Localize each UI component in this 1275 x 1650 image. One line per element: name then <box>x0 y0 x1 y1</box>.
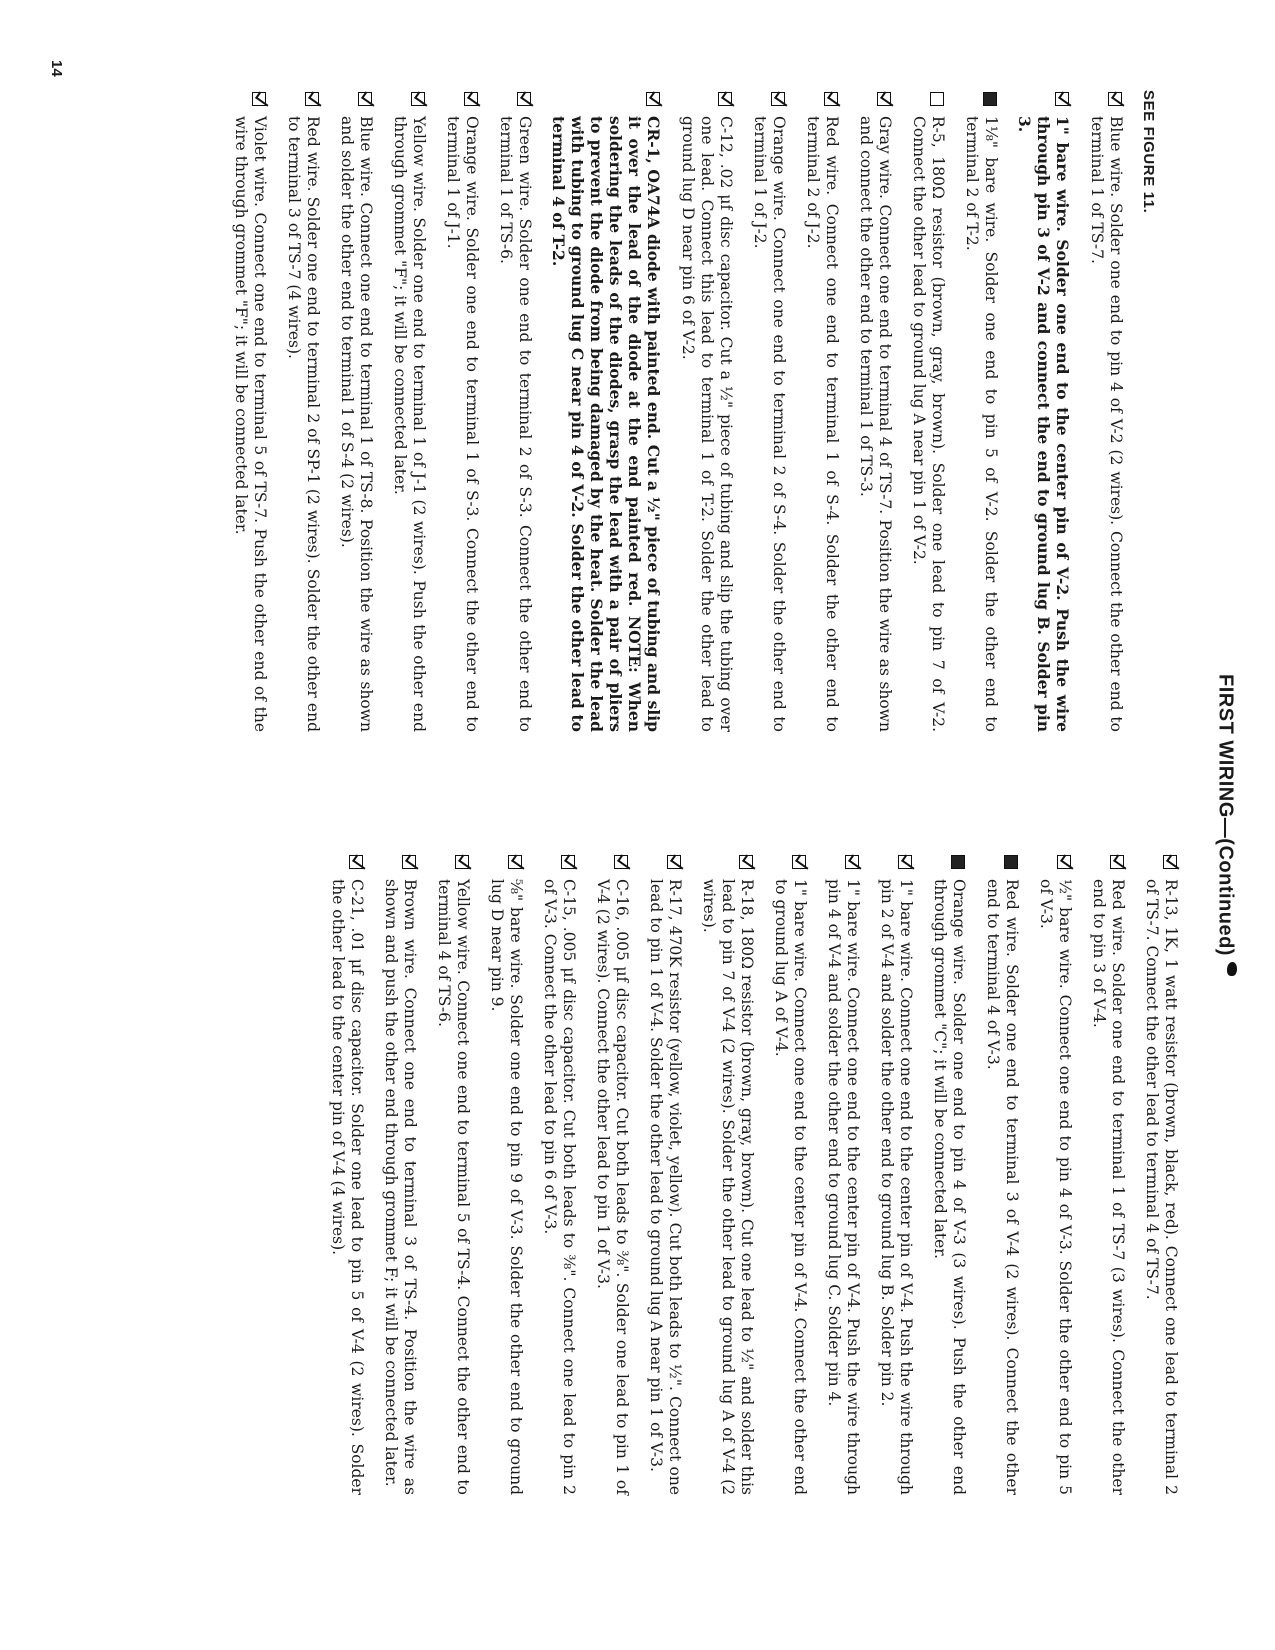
instruction-step <box>699 855 756 1495</box>
instruction-step <box>496 92 534 732</box>
step-checkbox[interactable] <box>1110 855 1124 869</box>
instruction-step <box>803 92 841 732</box>
step-text: Red wire. Solder one end to terminal 1 of TS-7 (3 wires). Connect the other end to pin 3 of V-4. <box>1090 879 1127 1495</box>
instruction-step <box>284 92 322 732</box>
step-checkbox[interactable] <box>455 855 469 869</box>
instruction-step <box>231 92 269 732</box>
instruction-step <box>771 855 809 1495</box>
step-checkbox[interactable] <box>877 92 891 106</box>
instruction-step <box>750 92 788 732</box>
step-text: R-18, 180Ω resistor (brown, gray, brown). Cut one lead to ½" and solder this lead to pin 7 of V-4 (2 wires). Solder the other lead to ground lug A of V-4 (2 wires). <box>700 879 756 1495</box>
step-text: Blue wire. Solder one end to pin 4 of V-2 (2 wires). Connect the other end to terminal 1 of TS-7. <box>1088 116 1125 732</box>
step-text: 1" bare wire. Connect one end to the center pin of V-4. Connect the other end to ground lug A of V-4. <box>772 879 809 1495</box>
step-checkbox[interactable] <box>845 855 859 869</box>
step-text: Orange wire. Solder one end to pin 4 of V-3 (3 wires). Push the other end through grommet "C"; it will be connected later. <box>931 879 968 1495</box>
step-text: Yellow wire. Connect one end to terminal 5 of TS-4. Connect the other end to terminal 4 of TS-6. <box>435 879 472 1495</box>
instruction-step <box>983 855 1021 1495</box>
step-checkbox[interactable] <box>464 92 478 106</box>
ink-blot-icon <box>1227 962 1237 976</box>
step-checkbox[interactable] <box>252 92 266 106</box>
step-text: Blue wire. Connect one end to terminal 1 of TS-8. Position the wire as shown and solder the other end to terminal 1 of S-4 (2 wires). <box>338 116 375 732</box>
step-text: CR-1, OA74A diode with painted end. Cut a ½" piece of tubing and slip it over the lead of the diode at the end painted red. NOTE: When soldering the leads of the diodes, grasp the lead with a pair of pliers to prevent the diode from being damaged by the heat. Solder the lead with tubing to ground lug C near pin 4 of V-2. Solder the other lead to terminal 4 of T-2. <box>549 116 663 732</box>
instruction-step <box>540 855 578 1495</box>
instruction-step <box>1142 855 1180 1495</box>
instruction-step <box>390 92 428 732</box>
step-text: C-16, .005 μf disc capacitor. Cut both leads to ⅜". Solder one lead to pin 1 of V-4 (2 wires). Connect the other lead to pin 1 of V-3. <box>594 879 631 1495</box>
step-checkbox[interactable] <box>667 855 681 869</box>
step-checkbox[interactable] <box>930 92 944 106</box>
step-text: Orange wire. Connect one end to terminal 2 of S-4. Solder the other end to terminal 1 of J-2. <box>751 116 788 732</box>
step-text: Green wire. Solder one end to terminal 2 of S-3. Connect the other end to terminal 1 of TS-6. <box>497 116 534 732</box>
instruction-step <box>1015 92 1072 732</box>
step-text: R-17, 470K resistor (yellow, violet, yellow). Cut both leads to ½". Connect one lead to pin 1 of V-4. Solder the other lead to ground lug A near pin 1 of V-3. <box>647 879 684 1495</box>
step-checkbox[interactable] <box>1004 855 1018 869</box>
step-checkbox[interactable] <box>898 855 912 869</box>
instruction-step <box>328 855 366 1495</box>
step-checkbox[interactable] <box>358 92 372 106</box>
step-text: C-12, .02 μf disc capacitor. Cut a ½" piece of tubing and slip the tubing over one lead. Connect this lead to terminal 1 of T-2. Solder the other lead to ground lug D near pin 6 of V-2. <box>679 116 735 732</box>
step-checkbox[interactable] <box>1108 92 1122 106</box>
step-text: 1⅛" bare wire. Solder one end to pin 5 of V-2. Solder the other end to terminal 2 of T-2. <box>963 116 1000 732</box>
step-checkbox[interactable] <box>951 855 965 869</box>
instruction-step <box>1036 855 1074 1495</box>
left-column <box>216 92 1125 732</box>
heading-text: FIRST WIRING—(Continued) <box>1214 674 1237 956</box>
step-checkbox[interactable] <box>1057 855 1071 869</box>
step-text: Red wire. Solder one end to terminal 3 of V-4 (2 wires). Connect the other end to terminal 4 of V-3. <box>984 879 1021 1495</box>
step-checkbox[interactable] <box>646 92 660 106</box>
step-text: Yellow wire. Solder one end to terminal 1 of J-1 (2 wires). Push the other end through grommet "F"; it will be connected later. <box>391 116 428 732</box>
see-figure-label: SEE FIGURE 11. <box>1140 90 1157 214</box>
instruction-step <box>487 855 525 1495</box>
instruction-step <box>856 92 894 732</box>
instruction-step <box>824 855 862 1495</box>
step-checkbox[interactable] <box>739 855 753 869</box>
instruction-step <box>930 855 968 1495</box>
step-checkbox[interactable] <box>305 92 319 106</box>
step-text: Red wire. Connect one end to terminal 1 of S-4. Solder the other end to terminal 2 of J-2. <box>804 116 841 732</box>
step-text: Red wire. Solder one end to terminal 2 of SP-1 (2 wires). Solder the other end to terminal 3 of TS-7 (4 wires). <box>285 116 322 732</box>
instruction-step <box>1087 92 1125 732</box>
step-checkbox[interactable] <box>349 855 363 869</box>
step-checkbox[interactable] <box>411 92 425 106</box>
step-text: 1" bare wire. Connect one end to the center pin of V-4. Push the wire through pin 2 of V-4 and solder the other end to ground lug B. Solder pin 2. <box>878 879 915 1495</box>
step-text: C-21, .01 μf disc capacitor. Solder one lead to pin 5 of V-4 (2 wires). Solder the other lead to the center pin of V-4 (4 wires). <box>329 879 366 1495</box>
instruction-step <box>1089 855 1127 1495</box>
instruction-step <box>381 855 419 1495</box>
page-number: 14 <box>48 60 65 77</box>
instruction-step <box>678 92 735 732</box>
step-text: R-5, 180Ω resistor (brown, gray, brown). Solder one lead to pin 7 of V-2. Connect the other lead to ground lug A near pin 1 of V-2. <box>910 116 947 732</box>
step-text: ⅝" bare wire. Solder one end to pin 9 of V-3. Solder the other end to ground lug D near pin 9. <box>488 879 525 1495</box>
step-checkbox[interactable] <box>792 855 806 869</box>
step-text: C-15, .005 μf disc capacitor. Cut both leads to ⅜". Connect one lead to pin 2 of V-3. Connect the other lead to pin 6 of V-3. <box>541 879 578 1495</box>
instruction-step <box>443 92 481 732</box>
step-text: 1" bare wire. Connect one end to the center pin of V-4. Push the wire through pin 4 of V-4 and solder the other end to ground lug C. Solder pin 4. <box>825 879 862 1495</box>
instruction-step <box>434 855 472 1495</box>
instruction-step <box>962 92 1000 732</box>
page-heading <box>1213 0 1237 1650</box>
step-checkbox[interactable] <box>718 92 732 106</box>
instruction-step <box>909 92 947 732</box>
instruction-step <box>549 92 663 732</box>
step-checkbox[interactable] <box>1163 855 1177 869</box>
instruction-step <box>593 855 631 1495</box>
step-checkbox[interactable] <box>508 855 522 869</box>
step-text: R-13, 1K, 1 watt resistor (brown, black, red). Connect one lead to terminal 2 of TS-7. Connect the other lead to terminal 4 of TS-7. <box>1143 879 1180 1495</box>
right-column <box>313 855 1180 1495</box>
step-checkbox[interactable] <box>402 855 416 869</box>
step-checkbox[interactable] <box>1055 92 1069 106</box>
instruction-step <box>337 92 375 732</box>
step-checkbox[interactable] <box>517 92 531 106</box>
step-text: Orange wire. Solder one end to terminal 1 of S-3. Connect the other end to terminal 1 of J-1. <box>444 116 481 732</box>
step-text: Gray wire. Connect one end to terminal 4 of TS-7. Position the wire as shown and connect the other end to terminal 1 of TS-3. <box>857 116 894 732</box>
step-text: Violet wire. Connect one end to terminal 5 of TS-7. Push the other end of the wire through grommet "F"; it will be connected later. <box>232 116 269 732</box>
instruction-step <box>877 855 915 1495</box>
step-checkbox[interactable] <box>561 855 575 869</box>
step-text: Brown wire. Connect one end to terminal 3 of TS-4. Position the wire as shown and push the other end through grommet F; it will be connected later. <box>382 879 419 1495</box>
step-checkbox[interactable] <box>771 92 785 106</box>
step-checkbox[interactable] <box>983 92 997 106</box>
step-text: ½" bare wire. Connect one end to pin 4 of V-3. Solder the other end to pin 5 of V-3. <box>1037 879 1074 1495</box>
instruction-step <box>646 855 684 1495</box>
step-text: 1" bare wire. Solder one end to the center pin of V-2. Push the wire through pin 3 of V-2 and connect the end to ground lug B. Solder pin 3. <box>1015 116 1072 732</box>
step-checkbox[interactable] <box>614 855 628 869</box>
step-checkbox[interactable] <box>824 92 838 106</box>
